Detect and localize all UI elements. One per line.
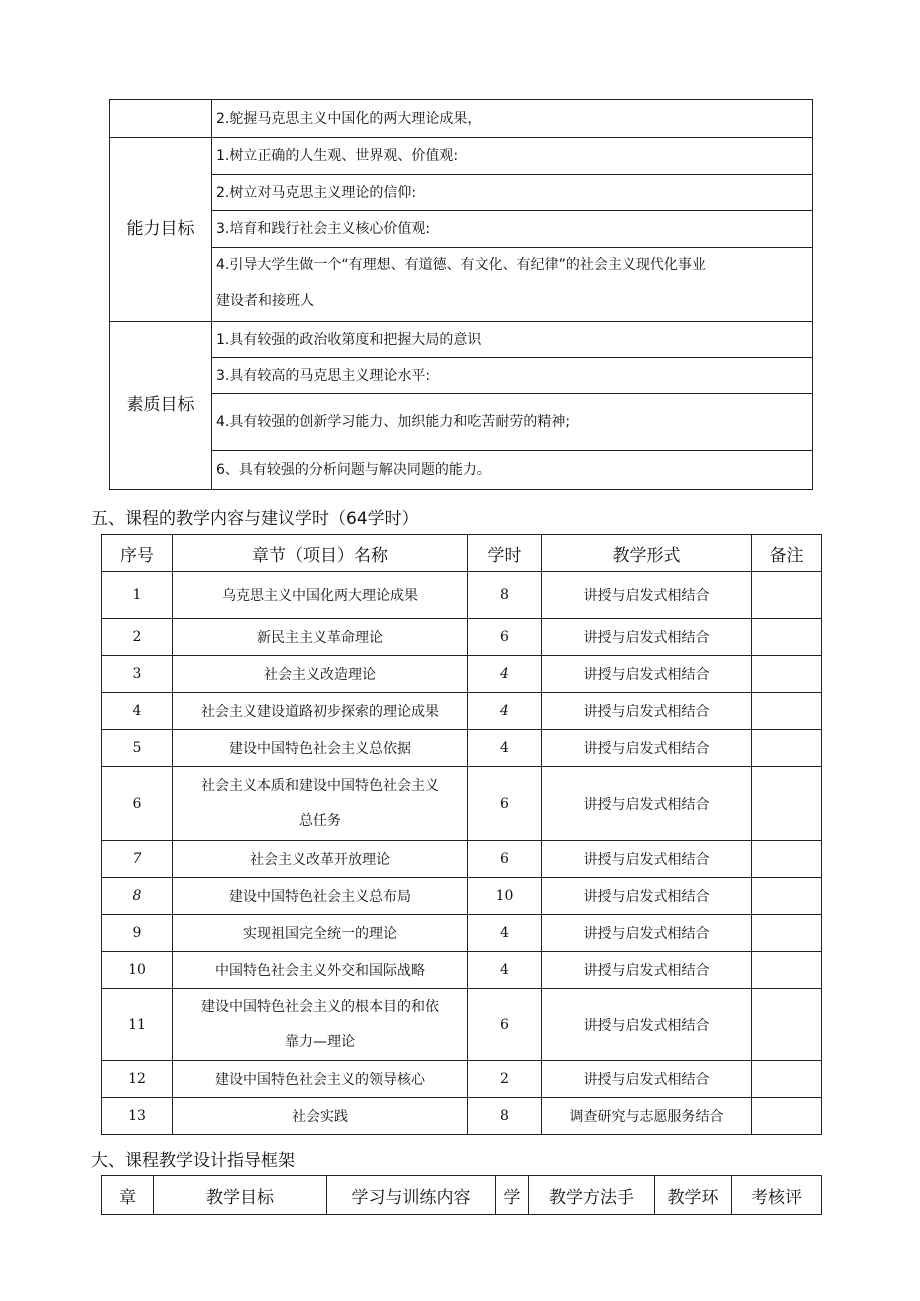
row-chapter: 实现祖国完全统一的理论 xyxy=(173,915,468,952)
ability-item: 3.培育和践行社会主义核心价值观: xyxy=(212,211,813,248)
row-hours: 4 xyxy=(468,915,542,952)
col-header-note: 备注 xyxy=(752,535,822,572)
col-header-assessment: 考核评 xyxy=(732,1176,822,1215)
row-chapter: 社会实践 xyxy=(173,1098,468,1135)
quality-item: 3.具有较高的马克思主义理论水平: xyxy=(212,358,813,394)
teaching-content-table xyxy=(101,534,822,1135)
row-chapter: 社会主义建设道路初步探索的理论成果 xyxy=(173,693,468,730)
row-chapter: 中国特色社会主义外交和国际战略 xyxy=(173,952,468,989)
row-note xyxy=(752,730,822,767)
objectives-row xyxy=(110,175,813,211)
table-row xyxy=(102,693,822,730)
row-no: 8 xyxy=(102,878,173,915)
table-row xyxy=(102,1061,822,1098)
knowledge-item-2: 2.鸵握马克思主义中国化的两大理论成果， xyxy=(212,100,813,138)
row-form: 讲授与启发式相结合 xyxy=(542,767,752,841)
row-note xyxy=(752,572,822,619)
row-chapter: 建设中国特色社会主义总依据 xyxy=(173,730,468,767)
row-hours: 4 xyxy=(468,656,542,693)
section-6-heading: 大、课程教学设计指导框架 xyxy=(91,1151,295,1171)
row-chapter: 新民主主义革命理论 xyxy=(173,619,468,656)
col-header-no: 序号 xyxy=(102,535,173,572)
row-note xyxy=(752,1061,822,1098)
row-form: 讲授与启发式相结合 xyxy=(542,572,752,619)
table-row xyxy=(102,619,822,656)
row-no: 13 xyxy=(102,1098,173,1135)
quality-item: 6、具有较强的分析问题与解决同题的能力。 xyxy=(212,451,813,490)
col-header-method: 教学方法手 xyxy=(529,1176,655,1215)
row-note xyxy=(752,952,822,989)
objectives-table xyxy=(109,99,813,490)
quality-item: 4.具有较强的创新学习能力、加织能力和吃苦耐劳的精神; xyxy=(212,394,813,451)
table-row xyxy=(102,878,822,915)
col-header-environment: 教学环 xyxy=(655,1176,732,1215)
row-hours: 8 xyxy=(468,572,542,619)
objectives-row xyxy=(110,138,813,175)
row-chapter-line2: 靠力—理论 xyxy=(285,1033,355,1050)
table-row xyxy=(102,1098,822,1135)
row-note xyxy=(752,878,822,915)
col-header-hours: 学时 xyxy=(468,535,542,572)
ability-item: 2.树立对马克思主义理论的信仰: xyxy=(212,175,813,211)
table-row xyxy=(102,915,822,952)
row-note xyxy=(752,656,822,693)
row-hours: 8 xyxy=(468,1098,542,1135)
col-header-form: 教学形式 xyxy=(542,535,752,572)
ability-item-4 xyxy=(212,248,813,322)
table-header-row xyxy=(102,1176,822,1215)
table-row xyxy=(102,841,822,878)
row-form: 讲授与启发式相结合 xyxy=(542,1061,752,1098)
ability-item: 1.树立正确的人生观、世界观、价值观: xyxy=(212,138,813,175)
table-row xyxy=(102,767,822,841)
section-5-heading: 五、课程的教学内容与建议学时（64学时） xyxy=(91,509,419,529)
col-header-learning-content: 学习与训练内容 xyxy=(327,1176,496,1215)
row-no: 4 xyxy=(102,693,173,730)
table-row xyxy=(102,730,822,767)
quality-goal-label: 素质目标 xyxy=(110,322,212,490)
row-hours: 10 xyxy=(468,878,542,915)
row-chapter: 建设中国特色社会主义总布局 xyxy=(173,878,468,915)
objectives-row xyxy=(110,322,813,358)
row-form: 讲授与启发式相结合 xyxy=(542,952,752,989)
row-hours: 6 xyxy=(468,841,542,878)
row-chapter: 社会主义改造理论 xyxy=(173,656,468,693)
row-hours: 4 xyxy=(468,952,542,989)
row-hours: 4 xyxy=(468,693,542,730)
row-note xyxy=(752,693,822,730)
row-form: 讲授与启发式相结合 xyxy=(542,693,752,730)
row-no: 7 xyxy=(102,841,173,878)
ability-goal-label: 能力目标 xyxy=(110,138,212,322)
col-header-teaching-goal: 教学目标 xyxy=(154,1176,327,1215)
row-form: 讲授与启发式相结合 xyxy=(542,619,752,656)
table-row xyxy=(102,952,822,989)
objectives-row xyxy=(110,211,813,248)
ability-item-4-line2: 建设者和接班人 xyxy=(216,293,314,309)
row-no: 6 xyxy=(102,767,173,841)
row-no: 12 xyxy=(102,1061,173,1098)
row-form: 讲授与启发式相结合 xyxy=(542,989,752,1061)
row-no: 11 xyxy=(102,989,173,1061)
row-chapter: 社会主义改革开放理论 xyxy=(173,841,468,878)
row-form: 讲授与启发式相结合 xyxy=(542,841,752,878)
ability-item-4-line1: 4.引导大学生做一个“有理想、有道德、有文化、有纪律”的社会主义现代化事业 xyxy=(216,257,706,273)
row-chapter: 乌克思主义中国化两大理论成果 xyxy=(173,572,468,619)
row-form: 调查研究与志愿服务结合 xyxy=(542,1098,752,1135)
table-row xyxy=(102,989,822,1061)
row-hours: 4 xyxy=(468,730,542,767)
row-form: 讲授与启发式相结合 xyxy=(542,915,752,952)
quality-item: 1.具有较强的政治收第度和把握大局的意识 xyxy=(212,322,813,358)
table-row xyxy=(102,572,822,619)
table-header-row xyxy=(102,535,822,572)
row-hours: 2 xyxy=(468,1061,542,1098)
col-header-hours: 学 xyxy=(496,1176,529,1215)
row-chapter-line1: 建设中国特色社会主义的根本目的和依 xyxy=(201,998,439,1015)
row-no: 1 xyxy=(102,572,173,619)
row-chapter xyxy=(173,767,468,841)
objectives-row xyxy=(110,100,813,138)
row-chapter-line1: 社会主义本质和建设中国特色社会主义 xyxy=(201,777,439,794)
row-note xyxy=(752,619,822,656)
row-note xyxy=(752,841,822,878)
objectives-row xyxy=(110,248,813,322)
objectives-row xyxy=(110,358,813,394)
row-chapter-line2: 总任务 xyxy=(299,812,341,829)
row-form: 讲授与启发式相结合 xyxy=(542,878,752,915)
row-note xyxy=(752,915,822,952)
objectives-row xyxy=(110,394,813,451)
col-header-chapter: 章节（项目）名称 xyxy=(173,535,468,572)
table-row xyxy=(102,656,822,693)
row-form: 讲授与启发式相结合 xyxy=(542,730,752,767)
row-hours: 6 xyxy=(468,989,542,1061)
row-note xyxy=(752,1098,822,1135)
row-no: 10 xyxy=(102,952,173,989)
row-no: 2 xyxy=(102,619,173,656)
row-note xyxy=(752,767,822,841)
row-form: 讲授与启发式相结合 xyxy=(542,656,752,693)
col-header-chapter: 章 xyxy=(102,1176,154,1215)
knowledge-label-cell xyxy=(110,100,212,138)
row-hours: 6 xyxy=(468,767,542,841)
row-note xyxy=(752,989,822,1061)
design-framework-table xyxy=(101,1175,822,1215)
objectives-row xyxy=(110,451,813,490)
row-hours: 6 xyxy=(468,619,542,656)
row-no: 5 xyxy=(102,730,173,767)
row-no: 3 xyxy=(102,656,173,693)
row-chapter xyxy=(173,989,468,1061)
row-chapter: 建设中国特色社会主义的领导核心 xyxy=(173,1061,468,1098)
row-no: 9 xyxy=(102,915,173,952)
